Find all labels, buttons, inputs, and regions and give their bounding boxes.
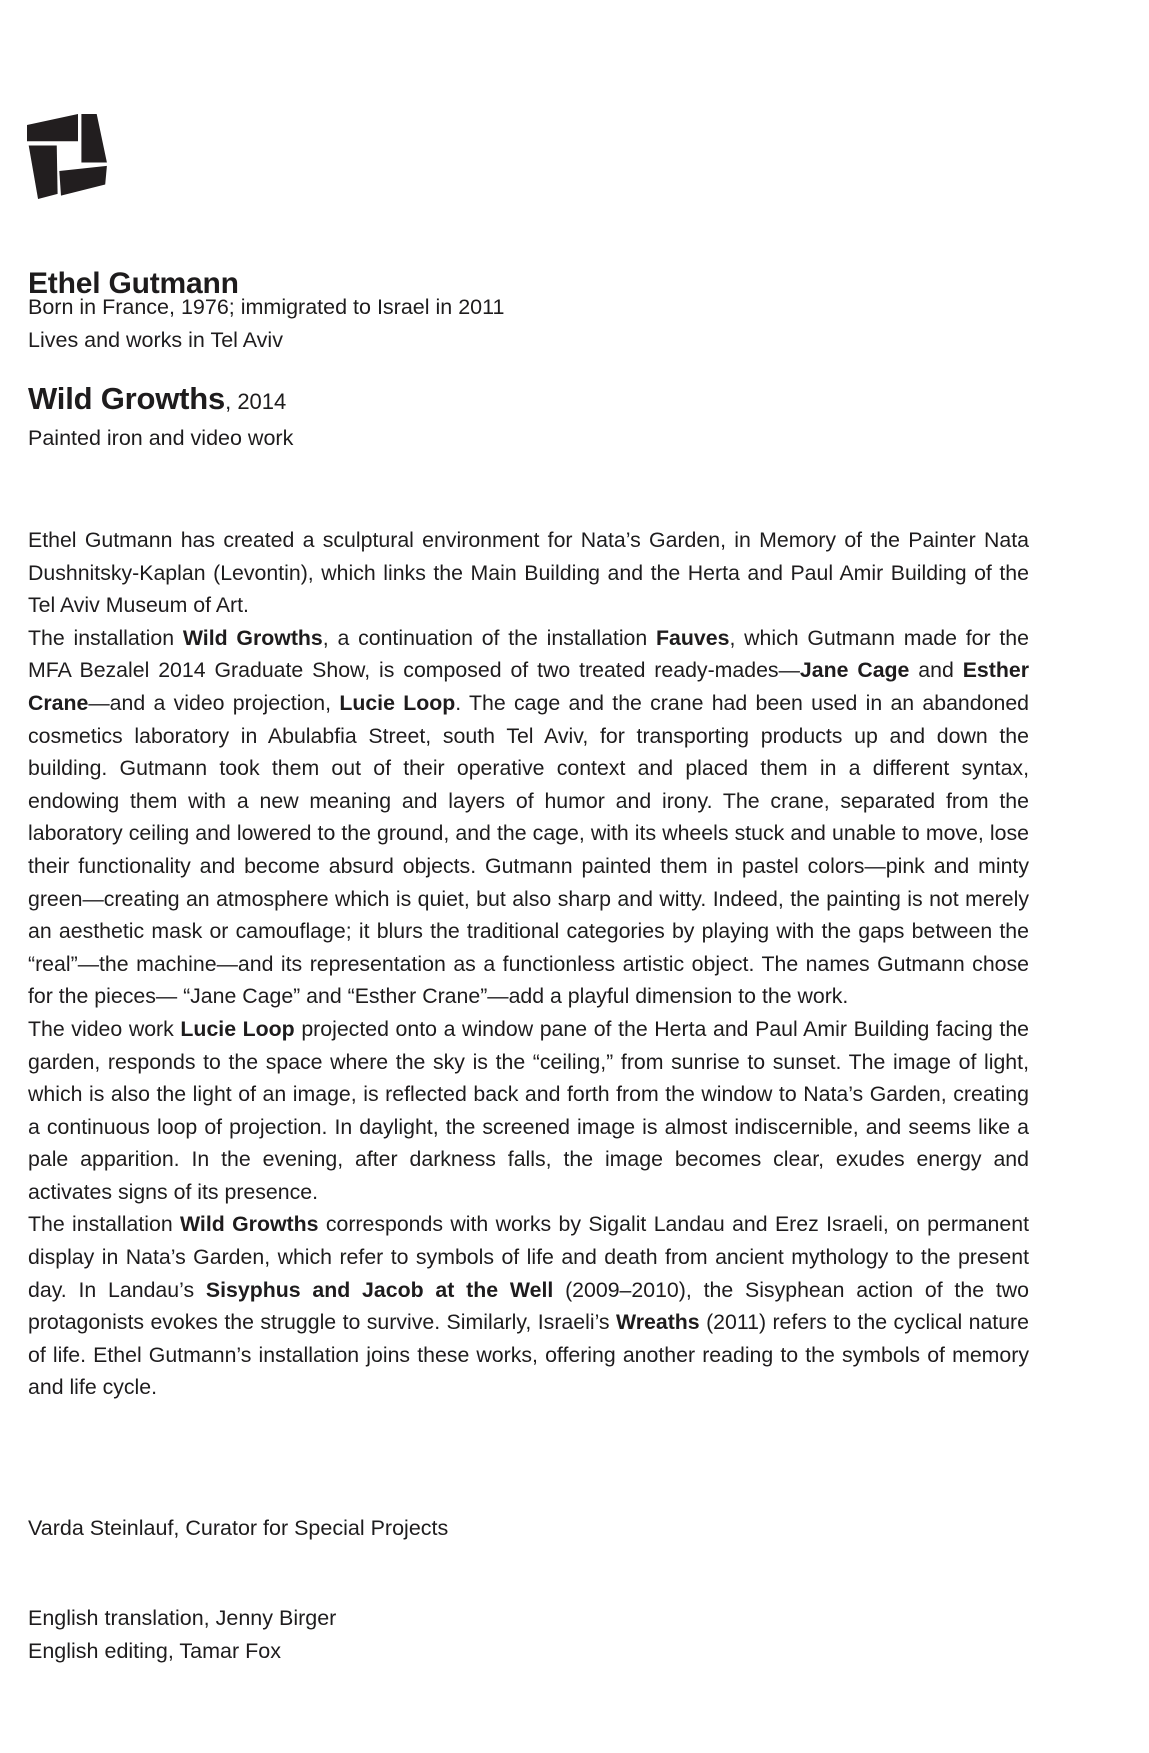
work-title-inline: Jane Cage [799, 658, 910, 683]
work-medium: Painted iron and video work [28, 426, 294, 450]
body-run: The installation [28, 625, 183, 650]
logo-top-bar [27, 114, 78, 141]
work-title-inline: Sisyphus and Jacob at the Well [205, 1277, 554, 1302]
artist-bio [28, 291, 504, 357]
logo-bottom-bar [59, 166, 107, 196]
work-title-inline: Esther Crane [28, 658, 1029, 715]
work-title-inline: Lucie Loop [180, 1016, 295, 1041]
artist-bio-line-1: Born in France, 1976; immigrated to Israel in 2011 [28, 295, 505, 319]
body-run: projected onto a window pane of the Herta and Paul Amir Building facing the garden, responds to the space where the sky is the “ceiling,” from sunrise to sunset. The image of light, which is also the light of an image, is reflected back and forth from the window to Nata’s Garden, creating a continuous loop of projection. In daylight, the screened image is almost indiscernible, and seems like a pale apparition. In the evening, after darkness falls, the image becomes clear, exudes energy and activates signs of its presence. [28, 1016, 1030, 1204]
body-run: , which Gutmann made for the MFA Bezalel 2014 Graduate Show, is composed of two treated ready-mades— [28, 625, 1029, 683]
work-title-inline: Wild Growths [182, 625, 323, 650]
body-paragraph [28, 1013, 1029, 1209]
body-paragraph [28, 622, 1029, 1013]
work-title-inline: Fauves [656, 625, 730, 650]
work-title: Wild Growths [28, 381, 226, 416]
translation-credit-line: English translation, Jenny Birger [28, 1606, 337, 1630]
logo-right-bar [81, 114, 107, 162]
body-run: Ethel Gutmann has created a sculptural environment for Nata’s Garden, in Memory of the Painter Nata Dushnitsky-Kaplan (Levontin), which links the Main Building and the Herta and Paul Amir Building of the Tel Aviv Museum of Art. [28, 528, 1029, 618]
editing-credit-line: English editing, Tamar Fox [28, 1639, 281, 1663]
curator-credit: Varda Steinlauf, Curator for Special Projects [28, 1516, 449, 1540]
body-run: (2011) refers to the cyclical nature of life. Ethel Gutmann’s installation joins these works, offering another reading to the symbols of memory and life cycle. [28, 1310, 1029, 1400]
translation-credits [28, 1602, 336, 1668]
body-run: The installation [28, 1212, 181, 1237]
body-run: (2009–2010), the Sisyphean action of the two protagonists evokes the struggle to survive. Similarly, Israeli’s [28, 1277, 1029, 1335]
body-paragraph [28, 524, 1029, 622]
body-run: corresponds with works by Sigalit Landau and Erez Israeli, on permanent display in Nata’s Garden, which refer to symbols of life and death from ancient mythology to the present day. In Landau’s [28, 1212, 1029, 1302]
body-run: , a continuation of the installation [322, 625, 657, 650]
work-year: , 2014 [225, 389, 287, 414]
body-run: —and a video projection, [88, 690, 340, 715]
work-title-line [28, 381, 286, 417]
artist-bio-line-2: Lives and works in Tel Aviv [28, 328, 283, 352]
work-title-inline: Wild Growths [180, 1212, 319, 1237]
work-title-inline: Wreaths [616, 1310, 700, 1335]
body-run: and [909, 658, 963, 683]
body-run: The video work [28, 1016, 181, 1041]
body-paragraph [28, 1208, 1029, 1404]
body-text [28, 524, 1029, 1404]
work-title-inline: Lucie Loop [339, 690, 456, 715]
body-run: . The cage and the crane had been used in an abandoned cosmetics laboratory in Abulabfia Street, south Tel Aviv, for transporting products up and down the building. Gutmann took them out of their operative context and placed them in a different syntax, endowing them with a new meaning and layers of humor and irony. The crane, separated from the laboratory ceiling and lowered to the ground, and the cage, with its wheels stuck and unable to move, lose their functionality and become absurd objects. Gutmann painted them in pastel colors—pink and minty green—creating an atmosphere which is quiet, but also sharp and witty. Indeed, the painting is not merely an aesthetic mask or camouflage; it blurs the traditional categories by playing with the gaps between the “real”—the machine—and its representation as a functionless artistic object. The names Gutmann chose for the pieces— “Jane Cage” and “Esther Crane”—add a playful dimension to the work. [28, 690, 1030, 1009]
museum-pinwheel-logo [27, 113, 112, 200]
artist-name: Ethel Gutmann [28, 267, 239, 301]
logo-left-bar [29, 145, 58, 199]
